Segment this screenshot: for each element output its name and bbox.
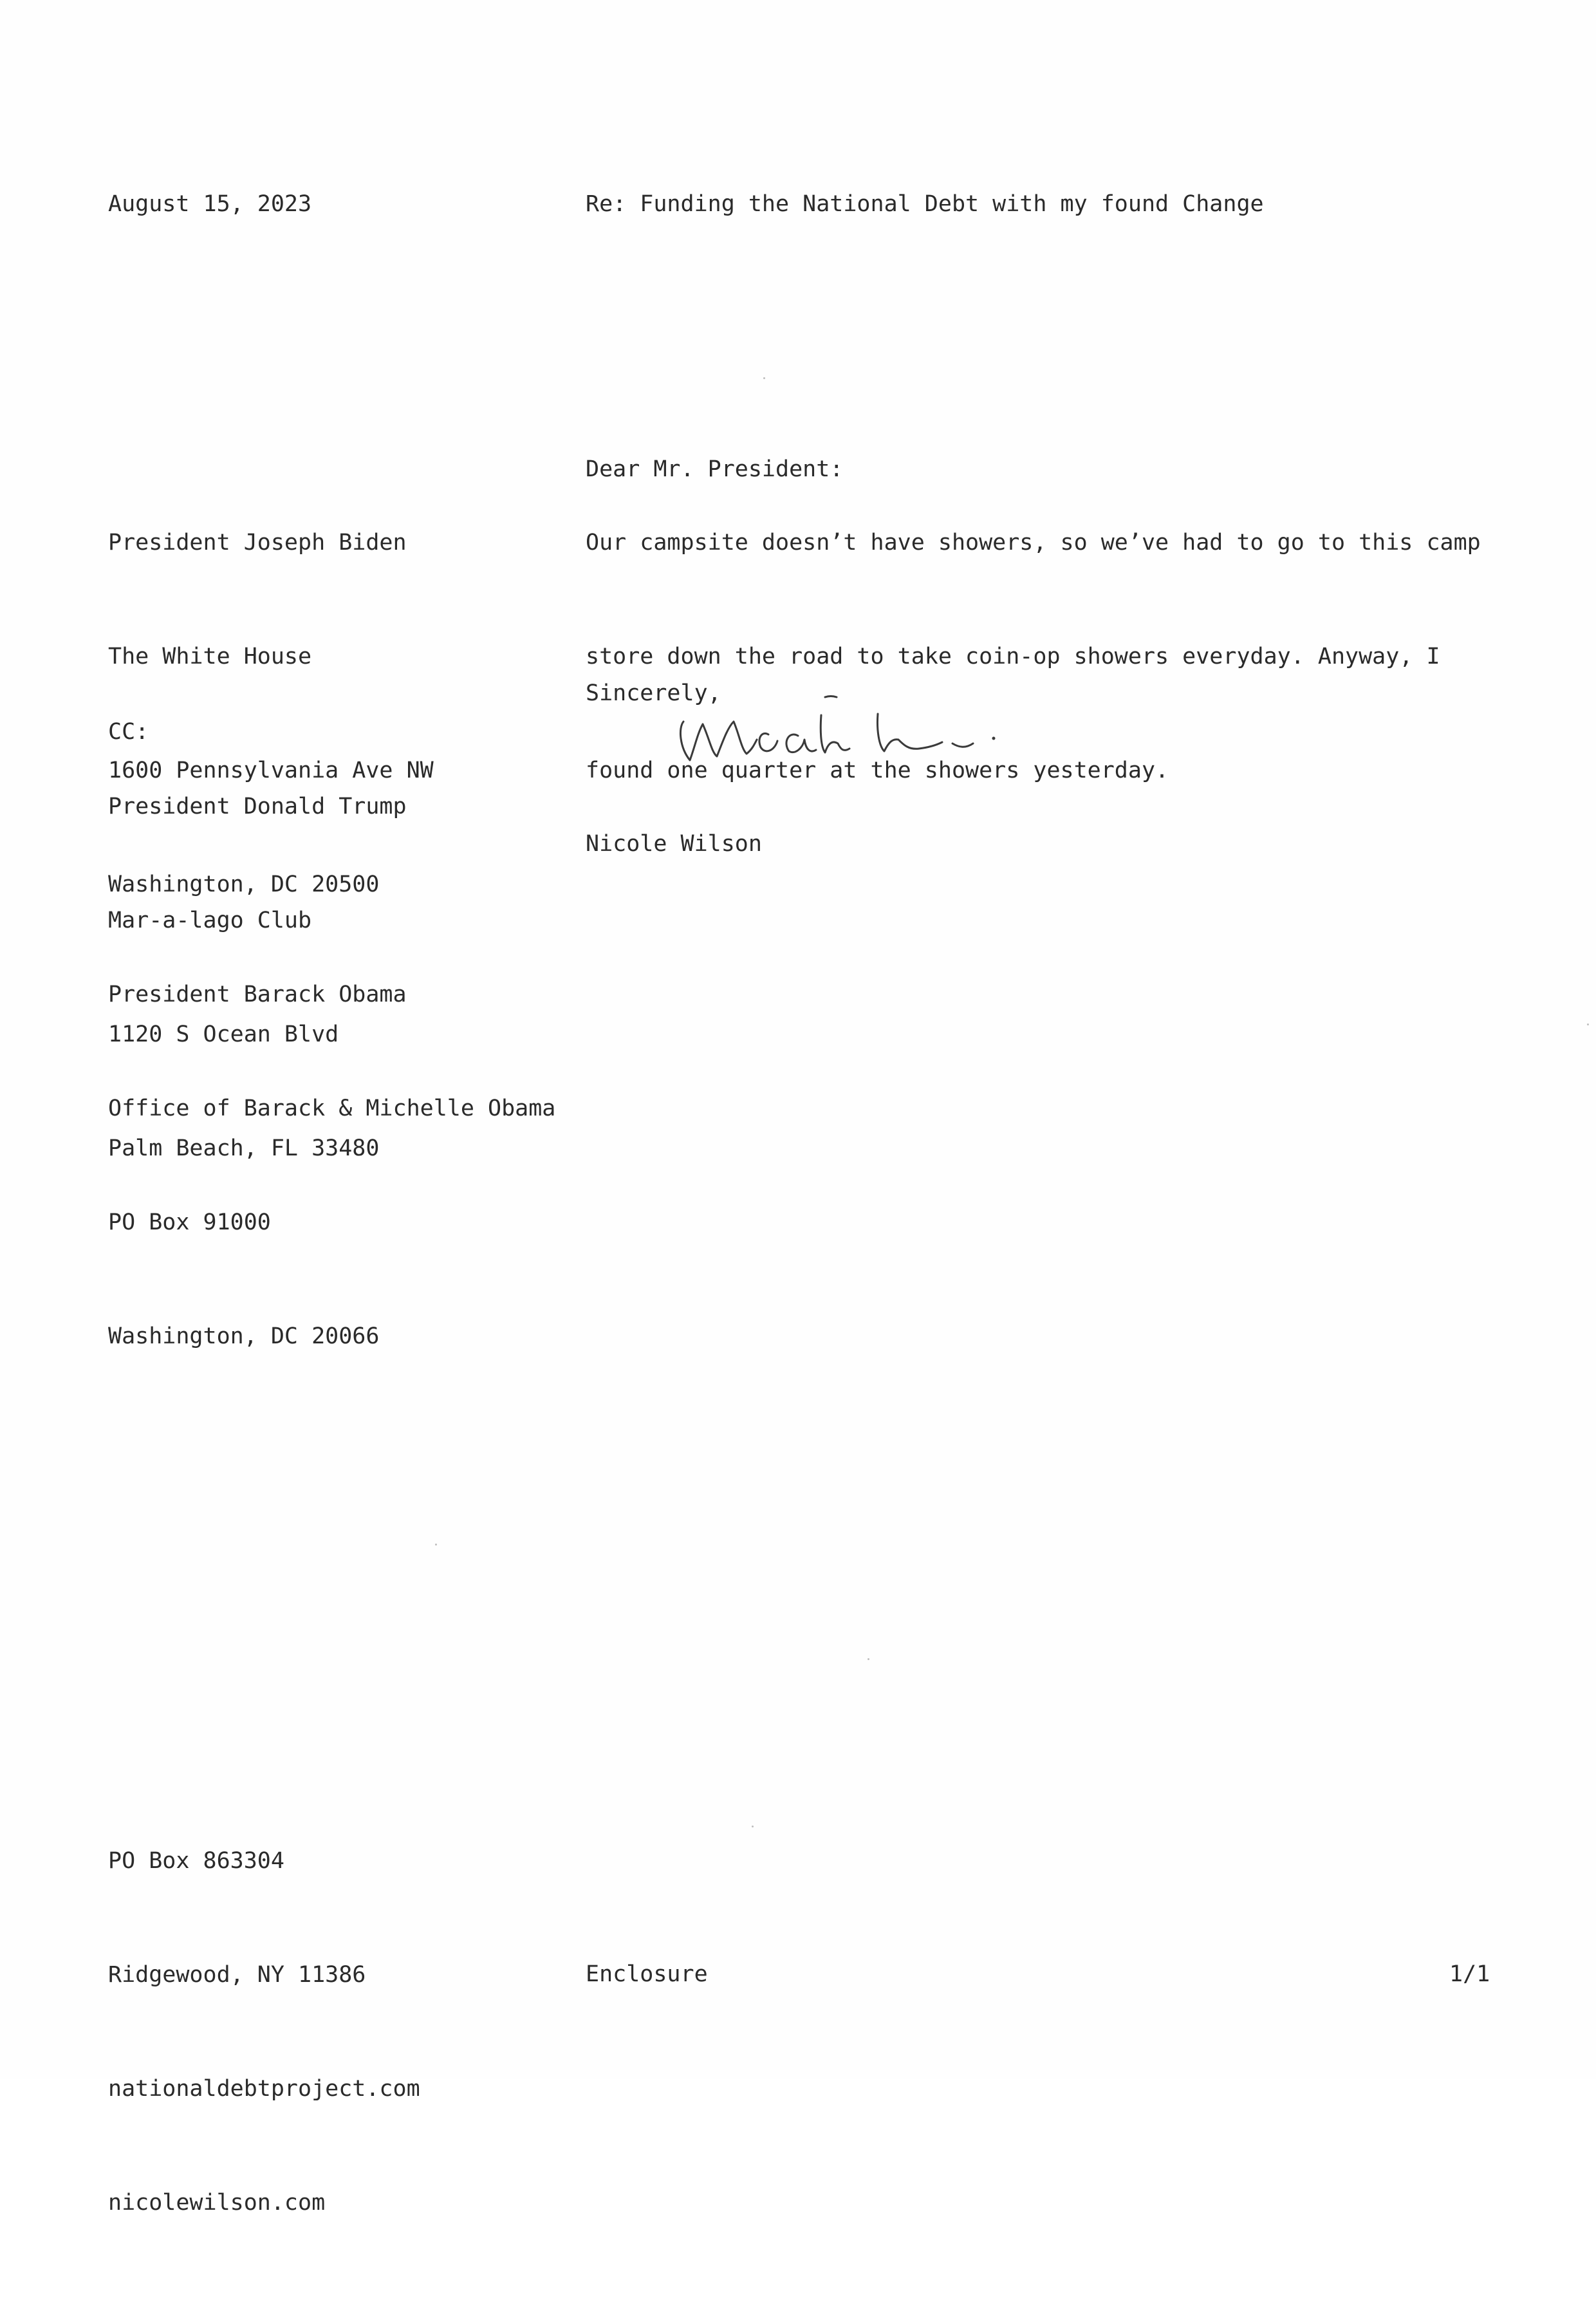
letter-subject xyxy=(586,109,1264,299)
address-line: Mar-a-lago Club xyxy=(108,908,312,933)
address-line: President Joseph Biden xyxy=(108,530,407,556)
footer-line: nationaldebtproject.com xyxy=(108,2076,420,2102)
subject-text: Re: Funding the National Debt with my found Change xyxy=(586,191,1264,217)
cc-label-text: CC: xyxy=(108,719,149,745)
cc-address-obama xyxy=(108,900,555,1432)
body-line: Our campsite doesn’t have showers, so we’ve had to go to this camp xyxy=(586,530,1481,556)
page-number xyxy=(1449,1880,1503,2069)
closing-text: Sincerely, xyxy=(586,680,721,706)
paper-speck xyxy=(868,1658,869,1660)
enclosure-note xyxy=(586,1880,708,2069)
body-line: found one quarter at the showers yesterday. xyxy=(586,758,1169,783)
signer-name-text: Nicole Wilson xyxy=(586,831,762,857)
page-number-text: 1/1 xyxy=(1449,1961,1490,1987)
date-text: August 15, 2023 xyxy=(108,191,312,217)
signer-name xyxy=(586,749,762,939)
address-line: Washington, DC 20500 xyxy=(108,872,380,897)
address-line: 1600 Pennsylvania Ave NW xyxy=(108,758,434,783)
paper-speck xyxy=(752,1826,754,1827)
footer-line: PO Box 863304 xyxy=(108,1848,284,1874)
footer-line: nicolewilson.com xyxy=(108,2190,326,2216)
salutation-text: Dear Mr. President: xyxy=(586,456,844,482)
address-line: PO Box 91000 xyxy=(108,1210,271,1235)
address-line: Office of Barack & Michelle Obama xyxy=(108,1096,556,1121)
enclosure-text: Enclosure xyxy=(586,1961,708,1987)
paper-speck xyxy=(435,1544,437,1546)
address-line: President Donald Trump xyxy=(108,794,407,819)
body-line: store down the road to take coin-op showers everyday. Anyway, I xyxy=(586,644,1440,669)
address-line: President Barack Obama xyxy=(108,982,407,1007)
sender-footer xyxy=(108,1766,420,2298)
letter-date xyxy=(108,109,311,299)
address-line: Palm Beach, FL 33480 xyxy=(108,1135,380,1161)
paper-speck xyxy=(1587,1023,1589,1025)
handwritten-signature xyxy=(618,650,965,747)
address-line: The White House xyxy=(108,644,312,669)
footer-line: Ridgewood, NY 11386 xyxy=(108,1962,366,1988)
address-line: 1120 S Ocean Blvd xyxy=(108,1022,339,1047)
address-line: Washington, DC 20066 xyxy=(108,1323,380,1349)
paper-speck xyxy=(763,377,765,379)
